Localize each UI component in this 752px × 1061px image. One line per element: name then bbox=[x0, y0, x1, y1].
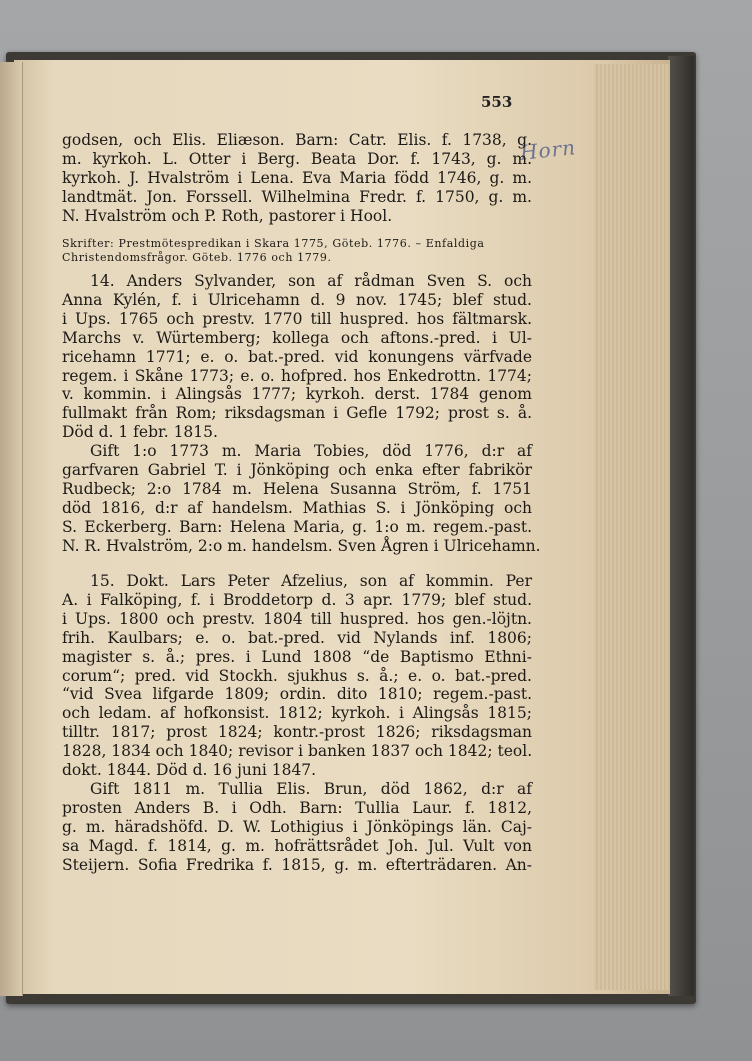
text-line: död 1816, d:r af handelsm. Mathias S. i Jönköping och bbox=[62, 498, 532, 517]
text-line: Anna Kylén, f. i Ulricehamn d. 9 nov. 1745; blef stud. bbox=[62, 290, 532, 309]
text-line: N. R. Hvalström, 2:o m. handelsm. Sven Ågren i Ulricehamn. bbox=[62, 536, 541, 555]
paragraph-entry-14-marriage bbox=[62, 442, 541, 555]
text-line: frih. Kaulbars; e. o. bat.-pred. vid Nylands inf. 1806; bbox=[62, 628, 532, 647]
text-line: kyrkoh. J. Hvalström i Lena. Eva Maria född 1746, g. m. bbox=[62, 168, 532, 187]
text-line: godsen, och Elis. Eliæson. Barn: Catr. Elis. f. 1738, g. bbox=[62, 131, 532, 149]
text-line: N. Hvalström och P. Roth, pastorer i Hool. bbox=[62, 206, 393, 225]
text-line: m. kyrkoh. L. Otter i Berg. Beata Dor. f. 1743, g. m. bbox=[62, 149, 532, 168]
text-line: “vid Svea lifgarde 1809; ordin. dito 1810; regem.-past. bbox=[62, 685, 532, 704]
text-line: fullmakt från Rom; riksdagsman i Gefle 1792; prost s. å. bbox=[62, 404, 532, 423]
text-line: corum“; pred. vid Stockh. sjukhus s. å.; e. o. bat.-pred. bbox=[62, 666, 532, 685]
paragraph-writings bbox=[62, 237, 532, 264]
text-line: Skrifter: Prestmötespredikan i Skara 1775, Göteb. 1776. – Enfaldiga bbox=[62, 237, 485, 250]
text-line: 14. Anders Sylvander, son af rådman Sven S. och bbox=[90, 272, 532, 290]
text-line: S. Eckerberg. Barn: Helena Maria, g. 1:o m. regem.-past. bbox=[62, 517, 532, 536]
text-line: regem. i Skåne 1773; e. o. hofpred. hos Enkedrottn. 1774; bbox=[62, 366, 532, 385]
text-line: 1828, 1834 och 1840; revisor i banken 1837 och 1842; teol. bbox=[62, 742, 533, 761]
text-line: prosten Anders B. i Odh. Barn: Tullia Laur. f. 1812, bbox=[62, 798, 532, 817]
text-line: 15. Dokt. Lars Peter Afzelius, son af kommin. Per bbox=[90, 572, 532, 590]
text-line: Gift 1811 m. Tullia Elis. Brun, död 1862, d:r af bbox=[90, 780, 532, 798]
text-line: v. kommin. i Alingsås 1777; kyrkoh. derst. 1784 genom bbox=[62, 385, 532, 404]
text-line: landtmät. Jon. Forssell. Wilhelmina Fredr. f. 1750, g. m. bbox=[62, 187, 532, 206]
text-line: magister s. å.; pres. i Lund 1808 “de Baptismo Ethni- bbox=[62, 647, 532, 666]
paragraph-entry-14 bbox=[62, 272, 532, 442]
paragraph-entry-15 bbox=[62, 572, 532, 780]
text-line: ricehamn 1771; e. o. bat.-pred. vid konungens värfvade bbox=[62, 347, 532, 366]
left-page-edge bbox=[0, 62, 23, 996]
text-line: A. i Falköping, f. i Broddetorp d. 3 apr. 1779; blef stud. bbox=[62, 590, 532, 609]
text-line: Christendomsfrågor. Göteb. 1776 och 1779. bbox=[62, 250, 332, 264]
text-line: och ledam. af hofkonsist. 1812; kyrkoh. i Alingsås 1815; bbox=[62, 704, 532, 723]
text-line: i Ups. 1800 och prestv. 1804 till huspred. hos gen.-löjtn. bbox=[62, 609, 532, 628]
text-line: garfvaren Gabriel T. i Jönköping och enka efter fabrikör bbox=[62, 460, 532, 479]
text-line: tilltr. 1817; prost 1824; kontr.-prost 1826; riksdagsman bbox=[62, 723, 532, 742]
page-fore-edge bbox=[594, 64, 670, 990]
text-line: Rudbeck; 2:o 1784 m. Helena Susanna Ström, f. 1751 bbox=[62, 479, 532, 498]
paragraph-entry-15-marriage bbox=[62, 780, 532, 875]
text-line: i Ups. 1765 och prestv. 1770 till huspred. hos fältmarsk. bbox=[62, 309, 532, 328]
text-line: sa Magd. f. 1814, g. m. hofrättsrådet Joh. Jul. Vult von bbox=[62, 836, 532, 855]
text-line: Död d. 1 febr. 1815. bbox=[62, 423, 218, 442]
text-line: Marchs v. Würtemberg; kollega och aftons.-pred. i Ul- bbox=[62, 328, 532, 347]
page-number: 553 bbox=[481, 93, 513, 111]
text-line: Steijern. Sofia Fredrika f. 1815, g. m. efterträdaren. An- bbox=[62, 855, 532, 874]
book-spine-edge bbox=[668, 56, 694, 996]
text-line: Gift 1:o 1773 m. Maria Tobies, död 1776, d:r af bbox=[90, 442, 532, 460]
text-line: dokt. 1844. Död d. 16 juni 1847. bbox=[62, 761, 317, 780]
paragraph-family-continuation bbox=[62, 131, 532, 226]
text-line: g. m. häradshöfd. D. W. Lothigius i Jönköpings län. Caj- bbox=[62, 817, 532, 836]
handwritten-annotation: Horn bbox=[518, 135, 578, 165]
